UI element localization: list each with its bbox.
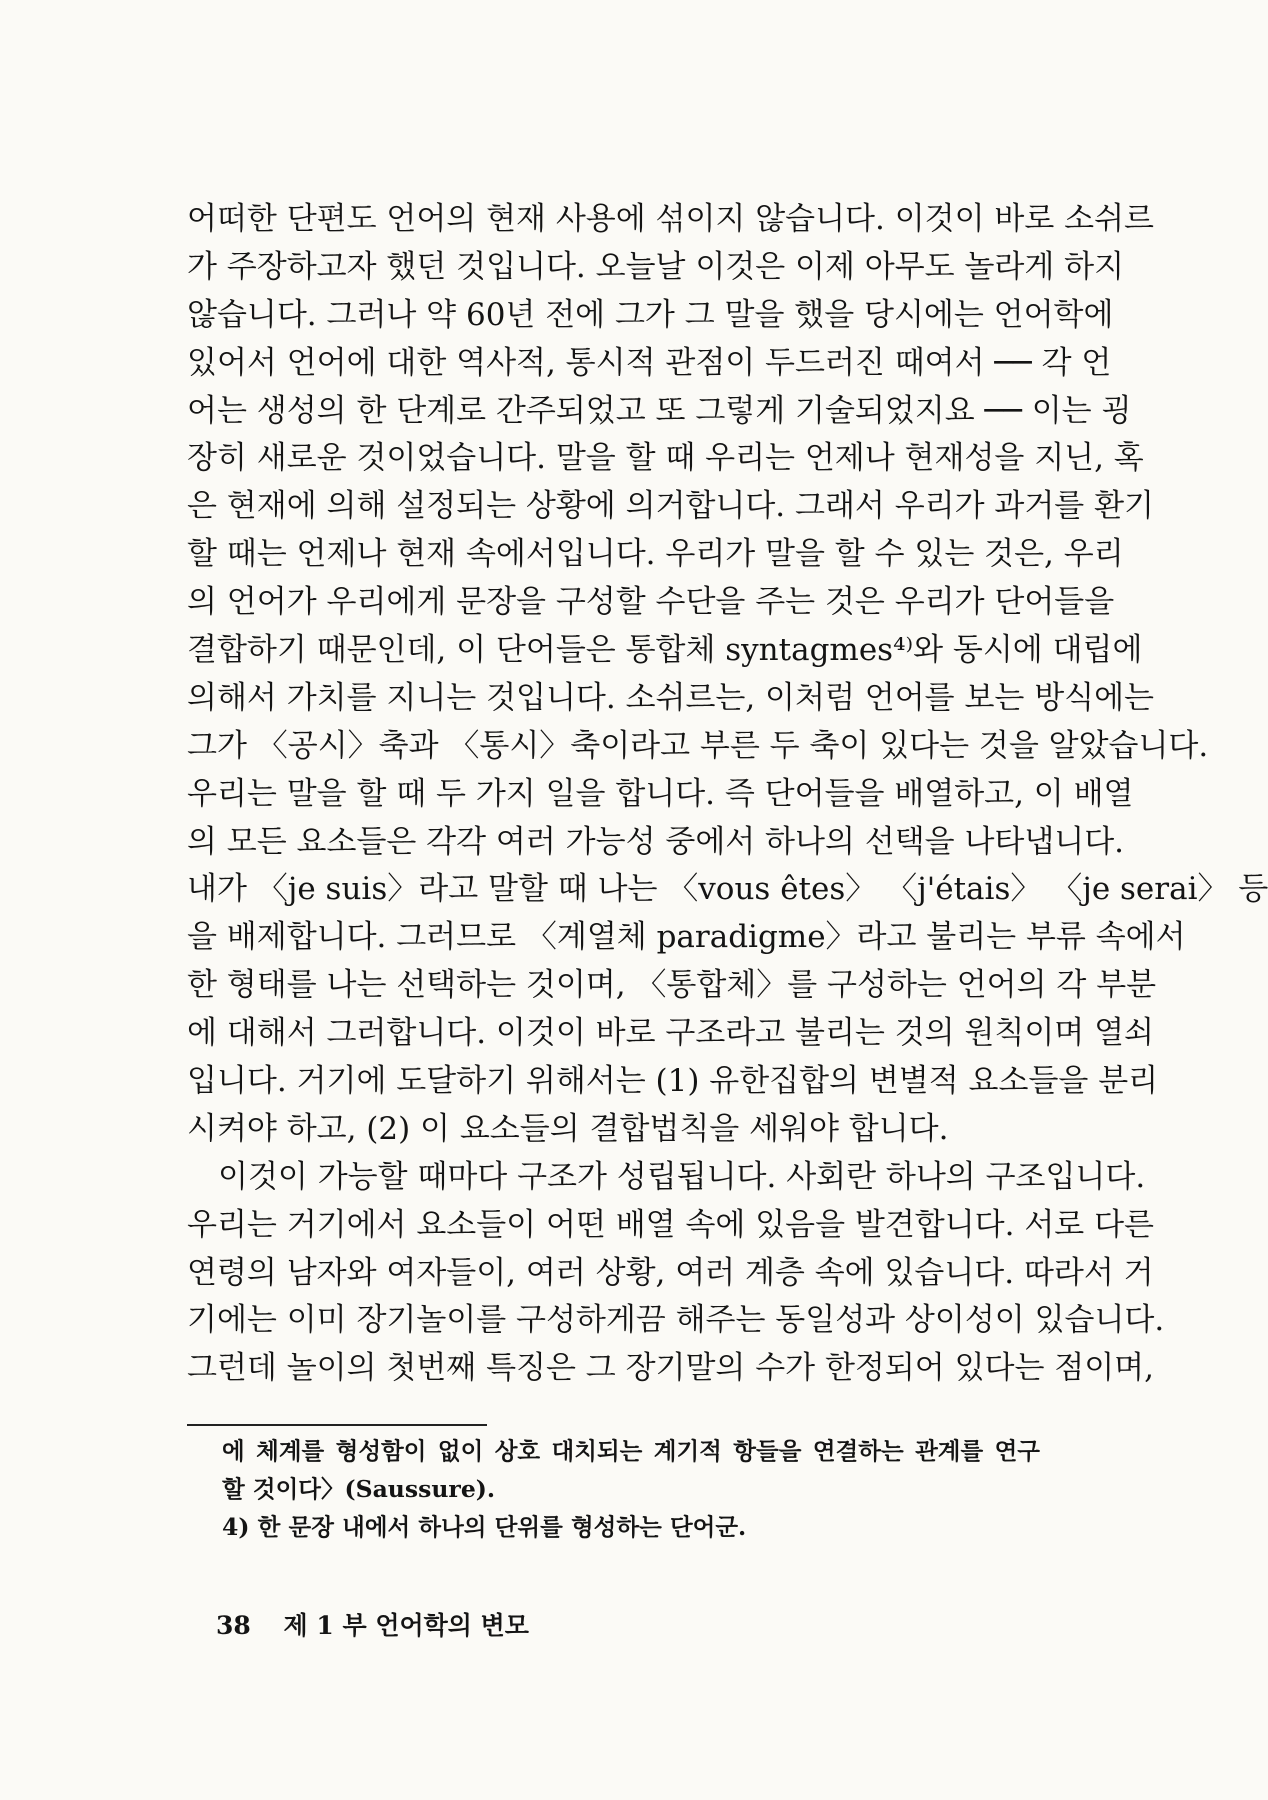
body-line: 그런데 놀이의 첫번째 특징은 그 장기말의 수가 한정되어 있다는 점이며,: [187, 1350, 1154, 1387]
body-line: 할 때는 언제나 현재 속에서입니다. 우리가 말을 할 수 있는 것은, 우리: [187, 536, 1124, 573]
body-line: 결합하기 때문인데, 이 단어들은 통합체 syntagmes⁴⁾와 동시에 대립에: [187, 632, 1143, 669]
body-line: 있어서 언어에 대한 역사적, 통시적 관점이 두드러진 때여서 ── 각 언: [187, 344, 1112, 381]
body-line: 은 현재에 의해 설정되는 상황에 의거합니다. 그래서 우리가 과거를 환기: [187, 488, 1154, 525]
body-line: 이것이 가능할 때마다 구조가 성립됩니다. 사회란 하나의 구조입니다.: [187, 1158, 1146, 1195]
body-line: 의해서 가치를 지니는 것입니다. 소쉬르는, 이처럼 언어를 보는 방식에는: [187, 679, 1154, 716]
footnotes: [222, 1432, 1040, 1546]
body-line: 우리는 말을 할 때 두 가지 일을 합니다. 즉 단어들을 배열하고, 이 배열: [187, 775, 1134, 812]
body-line: 에 대해서 그러합니다. 이것이 바로 구조라고 불리는 것의 원칙이며 열쇠: [187, 1015, 1154, 1052]
footnote-divider: [187, 1424, 487, 1426]
body-line: 그가 〈공시〉축과 〈통시〉축이라고 부른 두 축이 있다는 것을 알았습니다.: [187, 727, 1209, 764]
body-line: 의 언어가 우리에게 문장을 구성할 수단을 주는 것은 우리가 단어들을: [187, 584, 1115, 621]
body-line: 기에는 이미 장기놀이를 구성하게끔 해주는 동일성과 상이성이 있습니다.: [187, 1302, 1165, 1339]
body-line: 시켜야 하고, (2) 이 요소들의 결합법칙을 세워야 합니다.: [187, 1110, 949, 1147]
body-line: 어는 생성의 한 단계로 간주되었고 또 그렇게 기술되었지요 ── 이는 굉: [187, 392, 1132, 429]
footnote-4: 4) 한 문장 내에서 하나의 단위를 형성하는 단어군.: [222, 1513, 747, 1541]
body-line: 내가 〈je suis〉라고 말할 때 나는 〈vous êtes〉 〈j'étais〉 〈je serai〉 등: [187, 871, 1268, 908]
body-line: 우리는 거기에서 요소들이 어떤 배열 속에 있음을 발견합니다. 서로 다른: [187, 1206, 1154, 1243]
body-line: 장히 새로운 것이었습니다. 말을 할 때 우리는 언제나 현재성을 지닌, 혹: [187, 440, 1144, 477]
body-line: 연령의 남자와 여자들이, 여러 상황, 여러 계층 속에 있습니다. 따라서 거: [187, 1254, 1154, 1291]
body-line: 을 배제합니다. 그러므로 〈계열체 paradigme〉라고 불리는 부류 속에서: [187, 919, 1186, 956]
body-line: 어떠한 단편도 언어의 현재 사용에 섞이지 않습니다. 이것이 바로 소쉬르: [187, 201, 1154, 237]
footnote-line: 에 체계를 형성함이 없이 상호 대치되는 계기적 항들을 연결하는 관계를 연구: [222, 1437, 1040, 1465]
body-text: [187, 196, 1268, 1393]
body-line: 한 형태를 나는 선택하는 것이며, 〈통합체〉를 구성하는 언어의 각 부분: [187, 967, 1157, 1004]
body-line: 입니다. 거기에 도달하기 위해서는 (1) 유한집합의 변별적 요소들을 분리: [187, 1063, 1159, 1100]
page-number: 38: [216, 1611, 251, 1640]
body-line: 가 주장하고자 했던 것입니다. 오늘날 이것은 이제 아무도 놀라게 하지: [187, 248, 1125, 285]
running-head: 제 1 부 언어학의 변모: [283, 1611, 529, 1640]
running-footer: [216, 1606, 529, 1642]
footnote-line: 할 것이다〉(Saussure).: [222, 1475, 496, 1503]
body-line: 않습니다. 그러나 약 60년 전에 그가 그 말을 했을 당시에는 언어학에: [187, 296, 1114, 333]
body-line: 의 모든 요소들은 각각 여러 가능성 중에서 하나의 선택을 나타냅니다.: [187, 823, 1125, 860]
